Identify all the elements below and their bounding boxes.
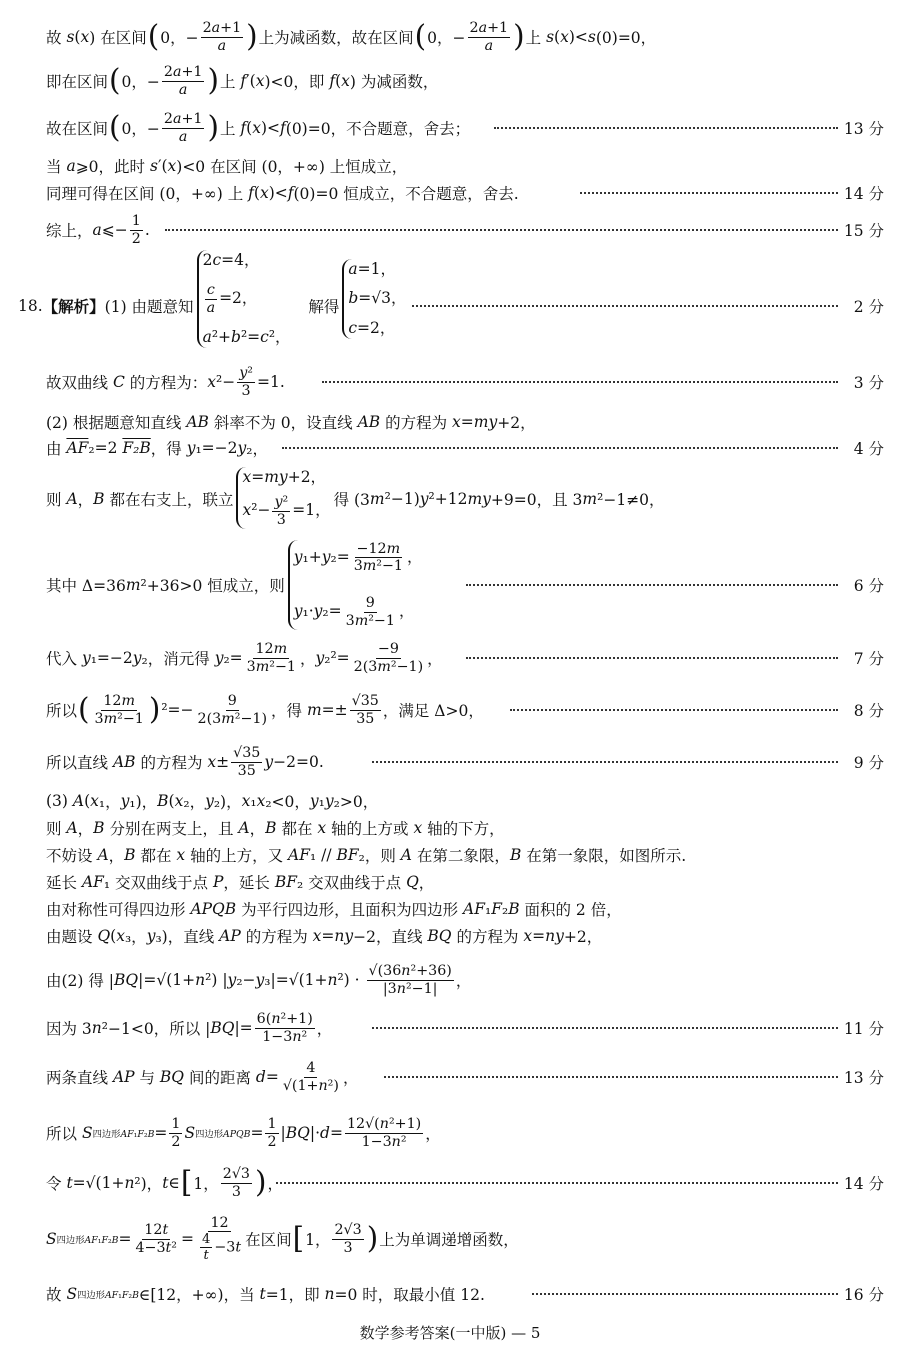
line-text: 则 A ， B 分别在两支上，且 A ， B 都在 x 轴的上方或 x 轴的下方， <box>46 819 505 838</box>
solution-line <box>0 1214 900 1264</box>
solution-line <box>0 1163 900 1203</box>
solution-line <box>0 108 900 148</box>
solution-line <box>0 468 900 528</box>
score: 6 分 <box>853 577 884 595</box>
line-text: 故在区间 ( 0，− $\frac{2a+1}{a}$ ) 上 f ( x )< f (0)=0，不合题意，舍去； <box>46 110 471 145</box>
score: 9 分 <box>853 754 884 772</box>
page-footer: 数学参考答案(一中版) — 5 <box>359 1324 541 1342</box>
score: 16 分 <box>843 1286 884 1304</box>
dotted-leader <box>412 305 838 307</box>
line-text: 故双曲线 C 的方程为： x ²− $\frac{\text{y²}}{3}$ =1. <box>46 365 285 399</box>
line-text: 故 S 四边形AF₁F₂B ∈[12，+∞)，当 t =1，即 n =0 时，取最小值 12. <box>46 1285 485 1304</box>
dotted-leader <box>165 229 838 231</box>
score: 13 分 <box>843 120 884 138</box>
line-text: 则 A ， B 都在右支上，联立 x=my+2， x²− $\frac{\text{y²}}{3}$ =1， 得 (3 m ²−1) y ²+12 my +9=0，且 3 m ²−1≠0， <box>46 468 665 528</box>
dotted-leader <box>580 192 838 194</box>
solution-line <box>0 638 900 678</box>
line-text: S 四边形AF₁F₂B = $\frac{12t}{\text{4−3t²}}$ = 12 $\frac{4}{t}$ −3t 在区间 [ 1， $\frac{2√3}{3}$ ) 上为单调递增函数， <box>46 1214 519 1264</box>
line-text: 当 a ⩾0，此时 s ′( x )<0 在区间 (0，+∞) 上恒成立， <box>46 157 408 176</box>
score: 14 分 <box>843 1175 884 1193</box>
score: 3 分 <box>853 374 884 392</box>
solution-line <box>0 1113 900 1153</box>
dotted-leader <box>322 381 838 383</box>
dotted-leader <box>466 657 838 659</box>
score: 2 分 <box>853 298 884 316</box>
line-text: 由(2) 得 | BQ |=√(1+ n ²) | y ₂− y ₃|=√(1+ n ²) · $\frac{\text{√(36n²+36)}}{\text{|3n²−1|}}$ ， <box>46 963 472 997</box>
solution-line <box>0 210 900 250</box>
solution-line <box>0 362 900 402</box>
solution-line <box>0 428 900 468</box>
line-text: 同理可得在区间 (0，+∞) 上 f ( x )< f (0)=0 恒成立，不合题意，舍去. <box>46 184 519 203</box>
line-text: (2) 根据题意知直线 AB 斜率不为 0，设直线 AB 的方程为 x = my +2， <box>46 413 536 432</box>
score: 11 分 <box>843 1020 884 1038</box>
score: 15 分 <box>843 222 884 240</box>
line-text: 令 t =√(1+ n ²)， t ∈ [ 1， $\frac{2√3}{3}$ ) ， <box>46 1165 284 1200</box>
line-text: 两条直线 AP 与 BQ 间的距离 d = $\frac{4}{\text{√(1+n²)}}$ ， <box>46 1060 359 1094</box>
dotted-leader <box>276 1182 838 1184</box>
solution-line <box>0 916 900 956</box>
line-text: 所以 ( $\frac{12m}{\text{3m²−1}}$ ) ²=− $\frac{9}{\text{2(3m²−1)}}$ ，得 m =± $\frac{√35}{35}$ ，满足 Δ>0， <box>46 692 484 727</box>
line-text: 由对称性可得四边形 APQB 为平行四边形，且面积为四边形 AF ₁ F ₂ B 面积的 2 倍， <box>46 900 622 919</box>
dotted-leader <box>494 127 838 129</box>
dotted-leader <box>510 709 838 711</box>
line-text: 由 $\overline{AF}$ ₂=2 F₂B ，得 y ₁=−2 y ₂， <box>46 439 268 458</box>
score: 14 分 <box>843 185 884 203</box>
score: 13 分 <box>843 1069 884 1087</box>
line-text: 不妨设 A ， B 都在 x 轴的上方，又 AF ₁ // BF ₂，则 A 在第二象限， B 在第一象限，如图所示. <box>46 846 687 865</box>
solution-line <box>0 251 900 346</box>
dotted-leader <box>372 761 838 763</box>
solution-line <box>0 173 900 213</box>
solution-line <box>0 17 900 57</box>
score: 8 分 <box>853 702 884 720</box>
line-text: 综上， a ⩽− $\frac{1}{2}$ . <box>46 213 150 247</box>
solution-line <box>0 1274 900 1314</box>
dotted-leader <box>372 1027 838 1029</box>
line-text: (3) A ( x ₁， y ₁)， B ( x ₂， y ₂)， x ₁ x ₂<0， y ₁ y ₂>0， <box>46 792 379 811</box>
solution-line <box>0 960 900 1000</box>
solution-line <box>0 1008 900 1048</box>
line-text: 故 s ( x ) 在区间 ( 0，− $\frac{2a+1}{a}$ ) 上为减函数，故在区间 ( 0，− $\frac{2a+1}{a}$ ) 上 s ( x )< s (0)=0， <box>46 19 657 54</box>
score: 7 分 <box>853 650 884 668</box>
line-text: 所以 S 四边形AF₁F₂B = $\frac{1}{2}$ S 四边形APQB = $\frac{1}{2}$ | BQ |· d = $\frac{\text{12√(n²+1)}}{\text{1−3n²}}$ ， <box>46 1116 441 1150</box>
dotted-leader <box>282 447 838 449</box>
dotted-leader <box>466 584 838 586</box>
line-text: 其中 Δ=36 m ²+36>0 恒成立，则 y₁+y₂= $\frac{-12m}{\text{3m²−1}}$ ， y₁·y₂= $\frac{9}{\text{3m²−1}}$ ， <box>46 541 423 629</box>
solution-line <box>0 690 900 730</box>
line-text: 18. 【解析】 (1) 由题意知 2c=4， $\frac{c}{a}$ =2， a²+b²=c²， 解得 a=1， b=√3， c=2， <box>18 286 410 326</box>
dotted-leader <box>532 1293 838 1295</box>
solution-line <box>0 61 900 101</box>
line-text: 因为 3 n ²−1<0，所以 | BQ |= $\frac{\text{6(n²+1)}}{\text{1−3n²}}$ ， <box>46 1011 333 1045</box>
line-text: 所以直线 AB 的方程为 x ± $\frac{√35}{35}$ y −2=0. <box>46 745 324 779</box>
line-text: 延长 AF ₁ 交双曲线于点 P ，延长 BF ₂ 交双曲线于点 Q ， <box>46 873 435 892</box>
solution-line <box>0 541 900 629</box>
dotted-leader <box>384 1076 838 1078</box>
solution-line <box>0 742 900 782</box>
solution-line <box>0 1057 900 1097</box>
line-text: 代入 y ₁=−2 y ₂，消元得 y ₂= $\frac{12m}{\text{3m²−1}}$ ， y ₂²= $\frac{-9}{\text{2(3m²−1)}}$ ， <box>46 641 443 675</box>
line-text: 由题设 Q ( x ₃， y ₃)，直线 AP 的方程为 x = ny −2，直线 BQ 的方程为 x = ny +2， <box>46 927 603 946</box>
score: 4 分 <box>853 440 884 458</box>
line-text: 即在区间 ( 0，− $\frac{2a+1}{a}$ ) 上 f ′( x )<0，即 f ( x ) 为减函数， <box>46 63 439 98</box>
